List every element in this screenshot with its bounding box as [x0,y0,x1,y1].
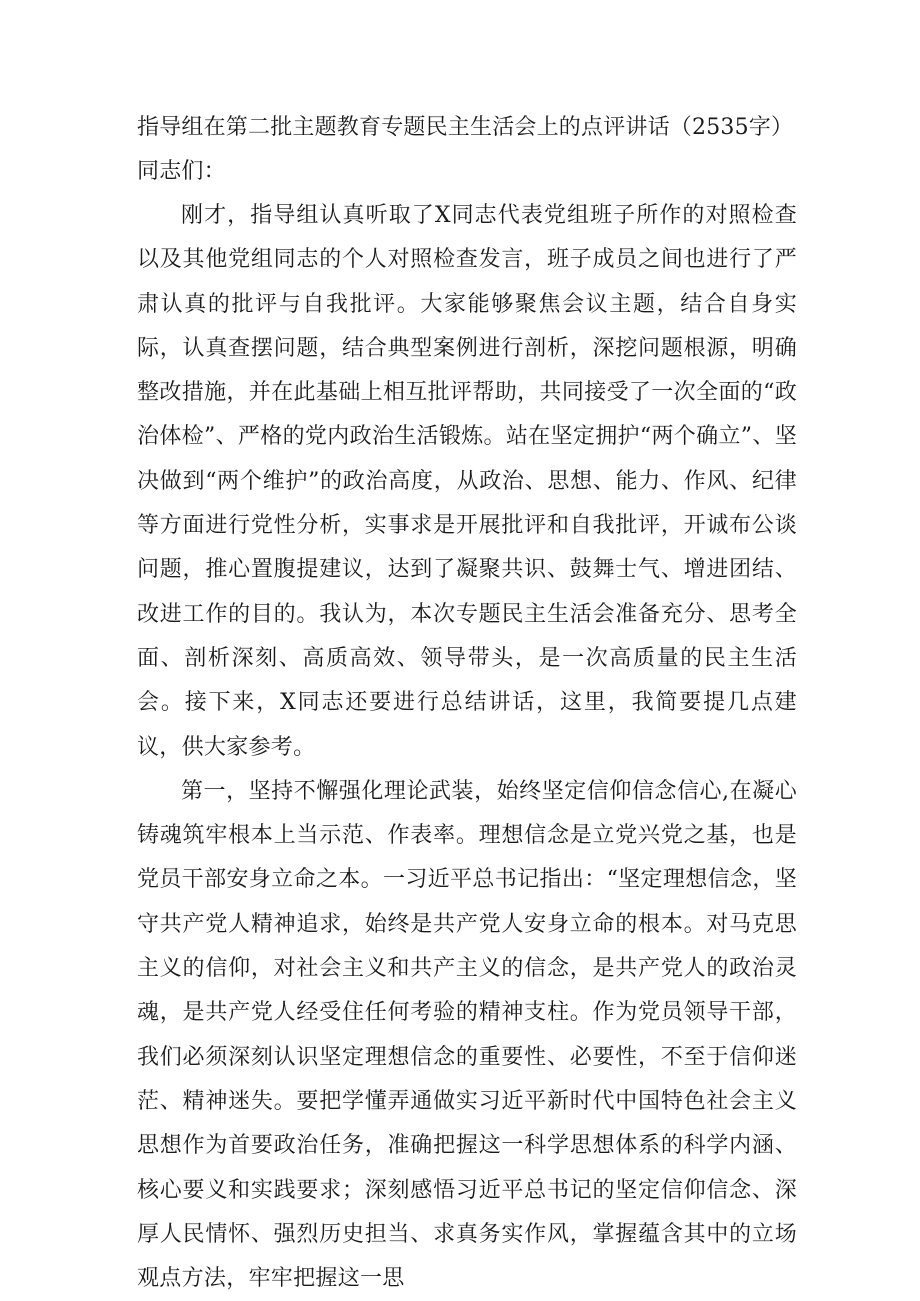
salutation: 同志们： [137,159,226,184]
paragraph-first-point: 第一，坚持不懈强化理论武装，始终坚定信仰信念信心,在凝心铸魂筑牢根本上当示范、作表率。理想信念是立党兴党之基，也是党员干部安身立命之本。一习近平总书记指出：“坚定理想信念，坚守共产党人精神追求，始终是共产党人安身立命的根本。对马克思主义的信仰，对社会主义和共产主义的信念，是共产党人的政治灵魂，是共产党人经受住任何考验的精神支柱。作为党员领导干部，我们必须深刻认识坚定理想信念的重要性、必要性，不至于信仰迷茫、精神迷失。要把学懂弄通做实习近平新时代中国特色社会主义思想作为首要政治任务，准确把握这一科学思想体系的科学内涵、核心要义和实践要求；深刻感悟习近平总书记的坚定信仰信念、深厚人民情怀、强烈历史担当、求真务实作风，掌握蕴含其中的立场观点方法，牢牢把握这一思 [137,778,797,1292]
document-body [137,106,797,1301]
document-title: 指导组在第二批主题教育专题民主生活会上的点评讲话（2535字） [137,115,794,140]
paragraph-opening: 刚才，指导组认真听取了X同志代表党组班子所作的对照检查以及其他党组同志的个人对照检查发言，班子成员之间也进行了严肃认真的批评与自我批评。大家能够聚焦会议主题，结合自身实际，认真查摆问题，结合典型案例进行剖析，深挖问题根源，明确整改措施，并在此基础上相互批评帮助，共同接受了一次全面的“政治体检”、严格的党内政治生活锻炼。站在坚定拥护“两个确立”、坚决做到“两个维护”的政治高度，从政治、思想、能力、作风、纪律等方面进行党性分析，实事求是开展批评和自我批评，开诚布公谈问题，推心置腹提建议，达到了凝聚共识、鼓舞士气、增进团结、改进工作的目的。我认为，本次专题民主生活会准备充分、思考全面、剖析深刻、高质高效、领导带头，是一次高质量的民主生活会。接下来，X同志还要进行总结讲话，这里，我简要提几点建议，供大家参考。 [137,203,797,760]
